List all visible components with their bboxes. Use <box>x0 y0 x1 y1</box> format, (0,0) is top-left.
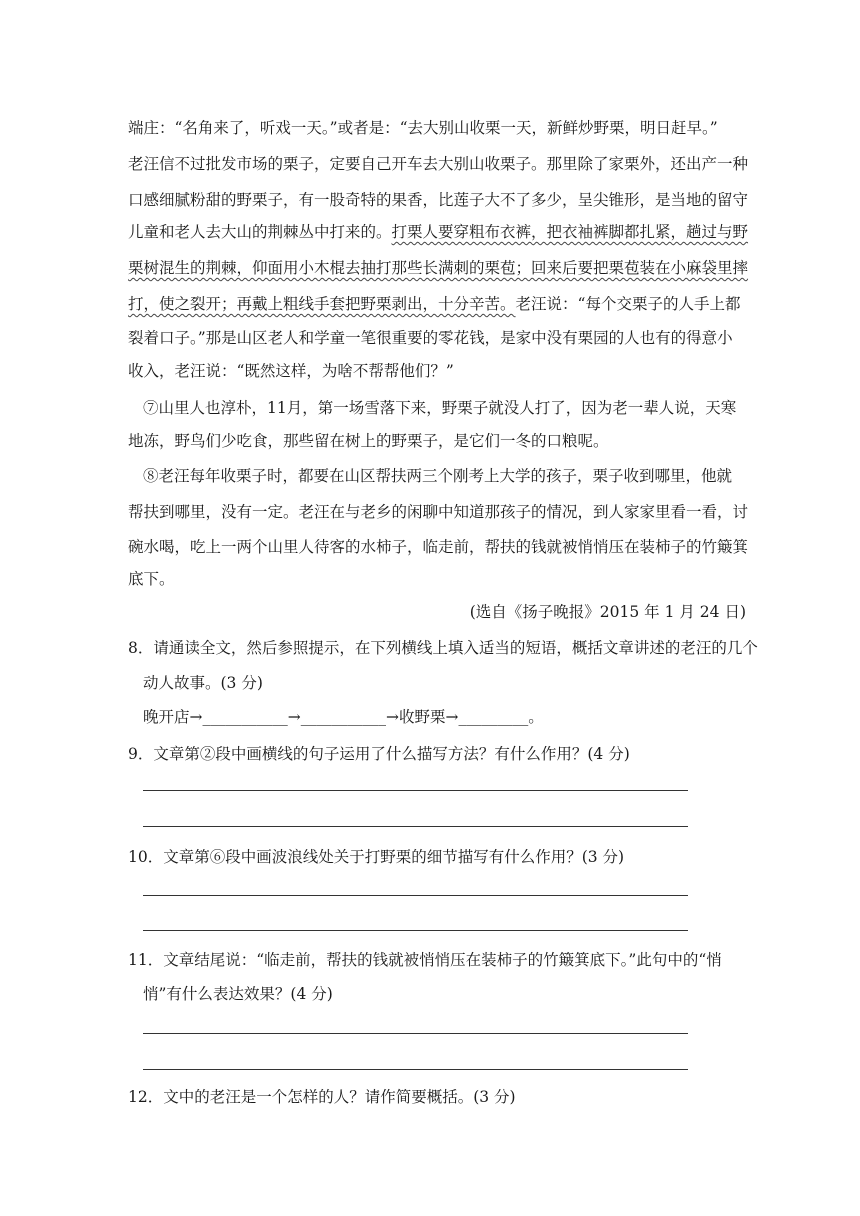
wavy-underlined-text: 打栗人要穿粗布衣裤，把衣袖裤脚都扎紧，趟过与野 <box>391 223 749 241</box>
question-10: 10．文章第⑥段中画波浪线处关于打野栗的细节描写有什么作用？(3 分) <box>128 848 625 866</box>
passage-line: 地冻，野鸟们少吃食，那些留在树上的野栗子，是它们一冬的口粮呢。 <box>128 432 609 450</box>
question-8: 8．请通读全文，然后参照提示，在下列横线上填入适当的短语，概括文章讲述的老汪的几个 <box>128 639 758 657</box>
passage-text: 老汪说：“每个交栗子的人手上都 <box>515 295 741 313</box>
question-11-continued: 悄”有什么表达效果？(4 分) <box>143 985 333 1003</box>
passage-line: 收入，老汪说：“既然这样，为啥不帮帮他们？” <box>128 362 454 380</box>
answer-line <box>143 826 688 827</box>
passage-line: ⑦山里人也淳朴，11月，第一场雪落下来，野栗子就没人打了，因为老一辈人说，天寒 <box>143 399 737 417</box>
source-citation: (选自《扬子晚报》2015 年 1 月 24 日) <box>469 603 746 621</box>
passage-line: 端庄：“名角来了，听戏一天。”或者是：“去大别山收栗一天，新鲜炒野栗，明日赶早。” <box>128 119 718 137</box>
question-8-continued: 动人故事。(3 分) <box>143 674 263 692</box>
passage-line <box>128 294 740 314</box>
answer-line <box>143 1069 688 1070</box>
question-11: 11．文章结尾说：“临走前，帮扶的钱就被悄悄压在装柿子的竹簸箕底下。”此句中的“悄 <box>128 951 722 969</box>
answer-line <box>143 790 688 791</box>
passage-line: 碗水喝，吃上一两个山里人待客的水柿子，临走前，帮扶的钱就被悄悄压在装柿子的竹簸箕 <box>128 538 749 556</box>
question-8-fill-blank: 晚开店→___________→___________→收野栗→_________。 <box>143 708 544 726</box>
wavy-underlined-text: 打，使之裂开；再戴上粗线手套把野栗剥出，十分辛苦。 <box>128 295 516 313</box>
wavy-underlined-line: 栗树混生的荆棘，仰面用小木棍去抽打那些长满刺的栗苞；回来后要把栗苞装在小麻袋里摔 <box>128 259 749 277</box>
question-9: 9．文章第②段中画横线的句子运用了什么描写方法？有什么作用？(4 分) <box>128 745 630 763</box>
passage-line: 帮扶到哪里，没有一定。老汪在与老乡的闲聊中知道那孩子的情况，到人家家里看一看，讨 <box>128 503 749 521</box>
passage-line: ⑧老汪每年收栗子时，都要在山区帮扶两三个刚考上大学的孩子，栗子收到哪里，他就 <box>143 467 733 485</box>
answer-line <box>143 1033 688 1034</box>
answer-line <box>143 930 688 931</box>
passage-text: 儿童和老人去大山的荆棘丛中打来的。 <box>128 223 392 241</box>
question-12: 12．文中的老汪是一个怎样的人？请作简要概括。(3 分) <box>128 1088 516 1106</box>
passage-line <box>128 222 748 242</box>
passage-line: 底下。 <box>128 570 175 588</box>
passage-line: 老汪信不过批发市场的栗子，定要自己开车去大别山收栗子。那里除了家栗外，还出产一种 <box>128 155 749 173</box>
passage-line: 口感细腻粉甜的野栗子，有一股奇特的果香，比莲子大不了多少，呈尖锥形，是当地的留守 <box>128 191 749 209</box>
passage-line: 裂着口子。”那是山区老人和学童一笔很重要的零花钱，是家中没有栗园的人也有的得意小 <box>128 329 733 347</box>
answer-line <box>143 895 688 896</box>
